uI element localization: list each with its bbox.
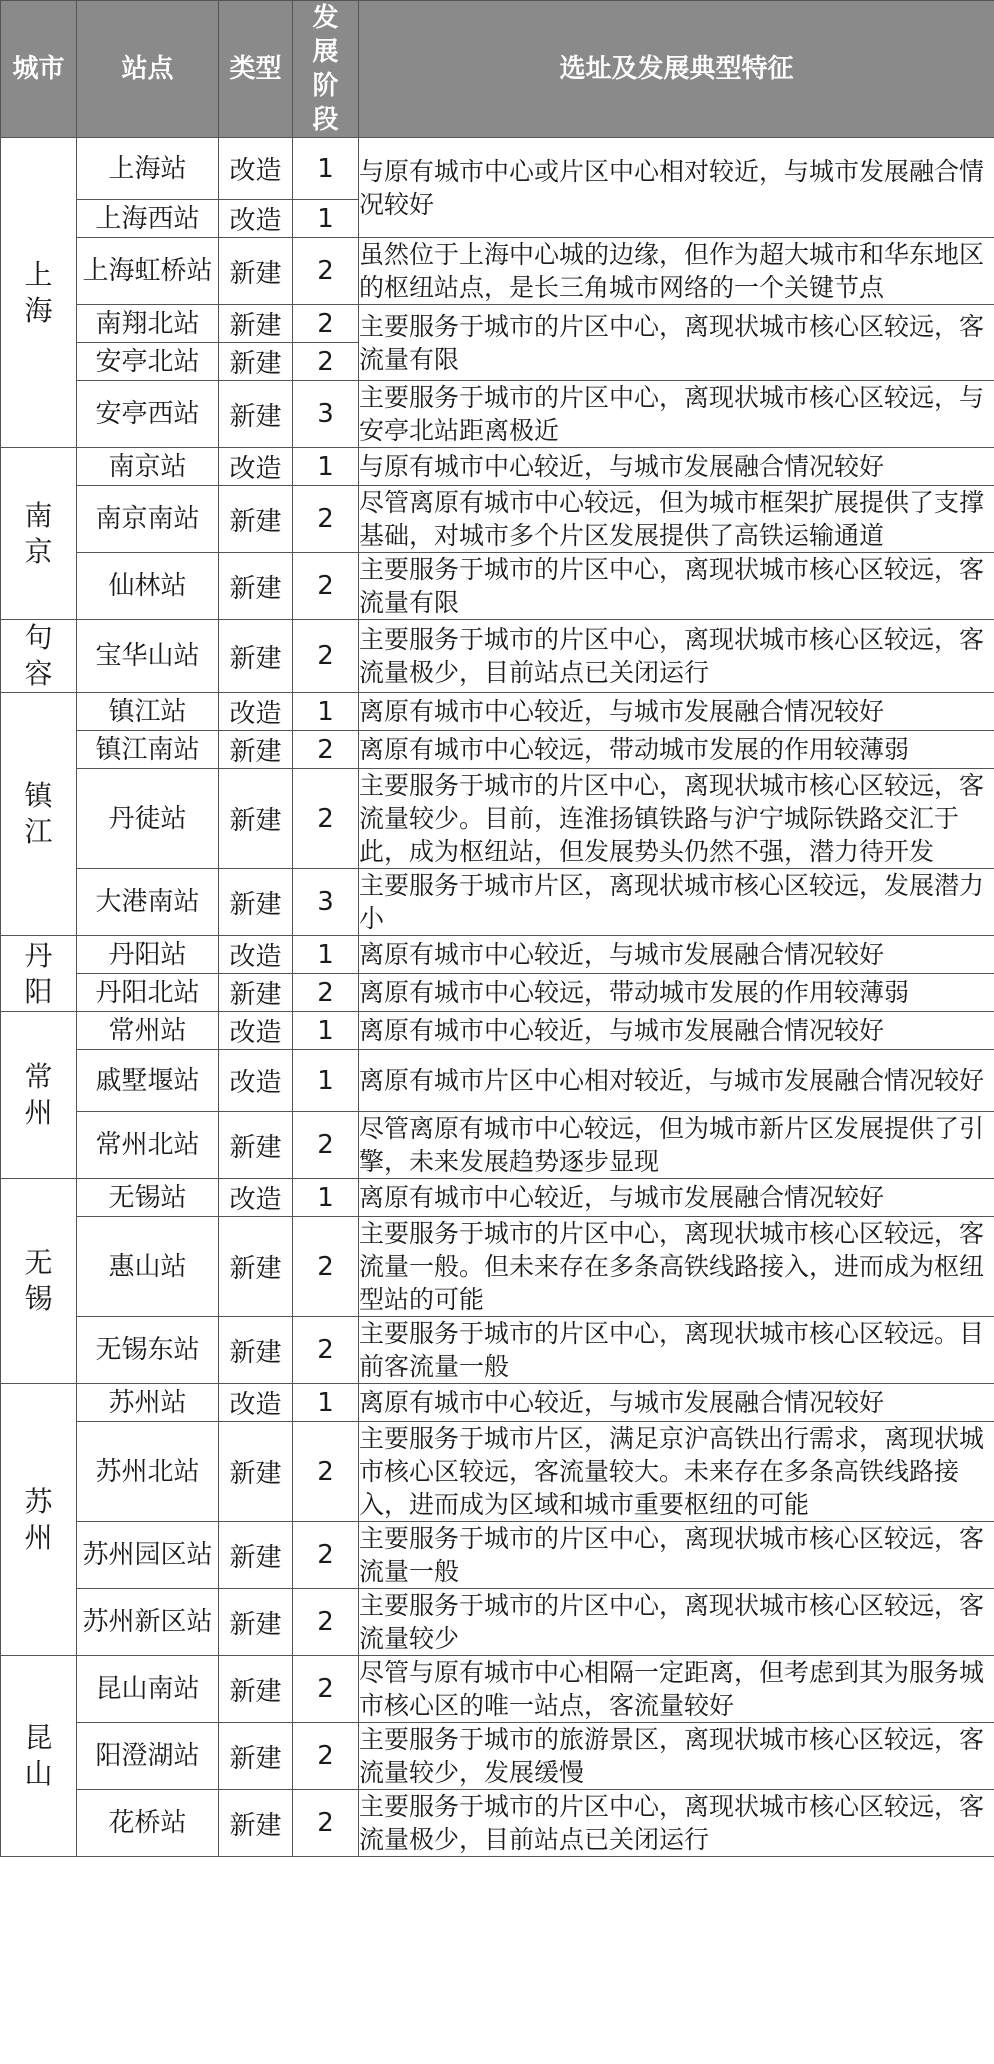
station-name: 丹徒站 bbox=[77, 769, 219, 869]
table-row bbox=[1, 381, 994, 448]
development-stage: 2 bbox=[293, 553, 359, 620]
feature-description: 离原有城市中心较近，与城市发展融合情况较好 bbox=[359, 1384, 994, 1422]
station-name: 上海站 bbox=[77, 138, 219, 200]
station-type: 新建 bbox=[219, 1317, 293, 1384]
header-row bbox=[1, 1, 994, 138]
feature-description: 主要服务于城市的片区中心，离现状城市核心区较远。目前客流量一般 bbox=[359, 1317, 994, 1384]
city-cell bbox=[1, 1384, 77, 1656]
development-stage: 2 bbox=[293, 1589, 359, 1656]
development-stage: 2 bbox=[293, 1723, 359, 1790]
development-stage: 1 bbox=[293, 448, 359, 486]
station-name: 镇江站 bbox=[77, 693, 219, 731]
city-name: 镇江 bbox=[24, 779, 53, 848]
feature-description: 尽管与原有城市中心相隔一定距离，但考虑到其为服务城市核心区的唯一站点，客流量较好 bbox=[359, 1656, 994, 1723]
station-name: 花桥站 bbox=[77, 1790, 219, 1857]
station-type: 新建 bbox=[219, 305, 293, 343]
table-row bbox=[1, 620, 994, 693]
station-name: 上海西站 bbox=[77, 200, 219, 238]
development-stage: 2 bbox=[293, 305, 359, 343]
station-type: 新建 bbox=[219, 769, 293, 869]
table-row bbox=[1, 693, 994, 731]
header-feature: 选址及发展典型特征 bbox=[359, 1, 994, 138]
feature-description: 主要服务于城市片区，满足京沪高铁出行需求，离现状城市核心区较远，客流量较大。未来存在多条高铁线路接入，进而成为区域和城市重要枢纽的可能 bbox=[359, 1422, 994, 1522]
station-type: 新建 bbox=[219, 553, 293, 620]
station-type: 改造 bbox=[219, 1050, 293, 1112]
development-stage: 1 bbox=[293, 936, 359, 974]
station-type: 新建 bbox=[219, 731, 293, 769]
development-stage: 2 bbox=[293, 1217, 359, 1317]
city-name: 句容 bbox=[24, 621, 53, 690]
table-row bbox=[1, 1112, 994, 1179]
table-row bbox=[1, 1589, 994, 1656]
city-cell bbox=[1, 620, 77, 693]
station-name: 上海虹桥站 bbox=[77, 238, 219, 305]
station-name: 无锡东站 bbox=[77, 1317, 219, 1384]
development-stage: 1 bbox=[293, 138, 359, 200]
development-stage: 2 bbox=[293, 769, 359, 869]
development-stage: 1 bbox=[293, 1384, 359, 1422]
city-name: 上海 bbox=[24, 257, 53, 327]
feature-description: 主要服务于城市的片区中心，离现状城市核心区较远，客流量有限 bbox=[359, 553, 994, 620]
header-city: 城市 bbox=[1, 1, 77, 138]
table-row bbox=[1, 1384, 994, 1422]
station-type: 新建 bbox=[219, 974, 293, 1012]
station-type: 新建 bbox=[219, 1422, 293, 1522]
development-stage: 2 bbox=[293, 620, 359, 693]
station-name: 苏州园区站 bbox=[77, 1522, 219, 1589]
table-row bbox=[1, 1790, 994, 1857]
table-body bbox=[1, 138, 994, 1857]
city-name: 南京 bbox=[24, 498, 53, 568]
station-type: 新建 bbox=[219, 1589, 293, 1656]
feature-description: 主要服务于城市的片区中心，离现状城市核心区较远，客流量一般。但未来存在多条高铁线路接入，进而成为枢纽型站的可能 bbox=[359, 1217, 994, 1317]
table-header bbox=[1, 1, 994, 138]
station-name: 仙林站 bbox=[77, 553, 219, 620]
feature-description: 离原有城市中心较近，与城市发展融合情况较好 bbox=[359, 936, 994, 974]
development-stage: 2 bbox=[293, 1422, 359, 1522]
city-name: 丹阳 bbox=[24, 938, 53, 1008]
city-cell bbox=[1, 138, 77, 448]
table-row bbox=[1, 1217, 994, 1317]
development-stage: 1 bbox=[293, 1050, 359, 1112]
station-name: 宝华山站 bbox=[77, 620, 219, 693]
city-cell bbox=[1, 936, 77, 1012]
city-name: 常州 bbox=[24, 1060, 53, 1129]
station-type: 新建 bbox=[219, 1656, 293, 1723]
station-name: 南京南站 bbox=[77, 486, 219, 553]
feature-description: 离原有城市中心较近，与城市发展融合情况较好 bbox=[359, 1179, 994, 1217]
feature-description: 与原有城市中心或片区中心相对较近，与城市发展融合情况较好 bbox=[359, 138, 994, 238]
development-stage: 1 bbox=[293, 693, 359, 731]
station-type: 新建 bbox=[219, 486, 293, 553]
development-stage: 1 bbox=[293, 200, 359, 238]
station-name: 常州北站 bbox=[77, 1112, 219, 1179]
station-type: 新建 bbox=[219, 381, 293, 448]
table-row bbox=[1, 138, 994, 200]
feature-description: 与原有城市中心较近，与城市发展融合情况较好 bbox=[359, 448, 994, 486]
header-type: 类型 bbox=[219, 1, 293, 138]
station-type: 新建 bbox=[219, 1522, 293, 1589]
table-row bbox=[1, 553, 994, 620]
feature-description: 主要服务于城市的片区中心，离现状城市核心区较远，客流量较少。目前，连淮扬镇铁路与沪宁城际铁路交汇于此，成为枢纽站，但发展势头仍然不强，潜力待开发 bbox=[359, 769, 994, 869]
station-name: 丹阳站 bbox=[77, 936, 219, 974]
development-stage: 3 bbox=[293, 381, 359, 448]
station-name: 无锡站 bbox=[77, 1179, 219, 1217]
station-name: 阳澄湖站 bbox=[77, 1723, 219, 1790]
table-row bbox=[1, 869, 994, 936]
station-name: 安亭西站 bbox=[77, 381, 219, 448]
header-stage-label: 发展阶段 bbox=[312, 3, 339, 135]
feature-description: 主要服务于城市的片区中心，离现状城市核心区较远，客流量较少 bbox=[359, 1589, 994, 1656]
table-row bbox=[1, 238, 994, 305]
table-row bbox=[1, 1656, 994, 1723]
feature-description: 离原有城市片区中心相对较近，与城市发展融合情况较好 bbox=[359, 1050, 994, 1112]
feature-description: 主要服务于城市的旅游景区，离现状城市核心区较远，客流量较少，发展缓慢 bbox=[359, 1723, 994, 1790]
station-type: 新建 bbox=[219, 343, 293, 381]
development-stage: 1 bbox=[293, 1012, 359, 1050]
station-name: 镇江南站 bbox=[77, 731, 219, 769]
table-row bbox=[1, 974, 994, 1012]
station-name: 惠山站 bbox=[77, 1217, 219, 1317]
table-row bbox=[1, 731, 994, 769]
development-stage: 2 bbox=[293, 1656, 359, 1723]
development-stage: 2 bbox=[293, 1790, 359, 1857]
table-row bbox=[1, 1522, 994, 1589]
table-row bbox=[1, 1317, 994, 1384]
station-name: 常州站 bbox=[77, 1012, 219, 1050]
city-cell bbox=[1, 1656, 77, 1857]
station-type: 改造 bbox=[219, 138, 293, 200]
table-row bbox=[1, 1050, 994, 1112]
station-name: 苏州站 bbox=[77, 1384, 219, 1422]
table-row bbox=[1, 1179, 994, 1217]
feature-description: 离原有城市中心较远，带动城市发展的作用较薄弱 bbox=[359, 974, 994, 1012]
station-type: 新建 bbox=[219, 1112, 293, 1179]
station-type: 改造 bbox=[219, 1179, 293, 1217]
station-type: 改造 bbox=[219, 1384, 293, 1422]
table-row bbox=[1, 305, 994, 343]
development-stage: 2 bbox=[293, 1317, 359, 1384]
table-row bbox=[1, 1422, 994, 1522]
station-type: 新建 bbox=[219, 1217, 293, 1317]
city-name: 苏州 bbox=[24, 1484, 53, 1554]
station-name: 戚墅堰站 bbox=[77, 1050, 219, 1112]
feature-description: 离原有城市中心较近，与城市发展融合情况较好 bbox=[359, 693, 994, 731]
city-cell bbox=[1, 1012, 77, 1179]
feature-description: 虽然位于上海中心城的边缘，但作为超大城市和华东地区的枢纽站点，是长三角城市网络的一个关键节点 bbox=[359, 238, 994, 305]
city-cell bbox=[1, 693, 77, 936]
city-name: 无锡 bbox=[24, 1246, 53, 1315]
table-row bbox=[1, 1012, 994, 1050]
development-stage: 2 bbox=[293, 343, 359, 381]
feature-description: 主要服务于城市的片区中心，离现状城市核心区较远，客流量极少，目前站点已关闭运行 bbox=[359, 620, 994, 693]
station-name: 苏州北站 bbox=[77, 1422, 219, 1522]
station-type: 改造 bbox=[219, 936, 293, 974]
station-type: 改造 bbox=[219, 200, 293, 238]
feature-description: 尽管离原有城市中心较远，但为城市新片区发展提供了引擎，未来发展趋势逐步显现 bbox=[359, 1112, 994, 1179]
station-name: 南京站 bbox=[77, 448, 219, 486]
station-type: 新建 bbox=[219, 1723, 293, 1790]
development-stage: 2 bbox=[293, 486, 359, 553]
station-type: 改造 bbox=[219, 1012, 293, 1050]
feature-description: 主要服务于城市的片区中心，离现状城市核心区较远，客流量极少，目前站点已关闭运行 bbox=[359, 1790, 994, 1857]
feature-description: 主要服务于城市的片区中心，离现状城市核心区较远，与安亭北站距离极近 bbox=[359, 381, 994, 448]
table-row bbox=[1, 769, 994, 869]
station-name: 南翔北站 bbox=[77, 305, 219, 343]
feature-description: 主要服务于城市片区，离现状城市核心区较远，发展潜力小 bbox=[359, 869, 994, 936]
station-name: 大港南站 bbox=[77, 869, 219, 936]
feature-description: 离原有城市中心较远，带动城市发展的作用较薄弱 bbox=[359, 731, 994, 769]
development-stage: 2 bbox=[293, 238, 359, 305]
header-stage bbox=[293, 1, 359, 138]
city-cell bbox=[1, 1179, 77, 1384]
feature-description: 尽管离原有城市中心较远，但为城市框架扩展提供了支撑基础，对城市多个片区发展提供了高铁运输通道 bbox=[359, 486, 994, 553]
feature-description: 主要服务于城市的片区中心，离现状城市核心区较远，客流量一般 bbox=[359, 1522, 994, 1589]
table-row bbox=[1, 486, 994, 553]
header-station: 站点 bbox=[77, 1, 219, 138]
station-type: 改造 bbox=[219, 448, 293, 486]
station-type: 新建 bbox=[219, 1790, 293, 1857]
station-name: 苏州新区站 bbox=[77, 1589, 219, 1656]
table-row bbox=[1, 1723, 994, 1790]
station-name: 昆山南站 bbox=[77, 1656, 219, 1723]
city-name: 昆山 bbox=[24, 1721, 53, 1790]
development-stage: 3 bbox=[293, 869, 359, 936]
station-name: 安亭北站 bbox=[77, 343, 219, 381]
station-type: 新建 bbox=[219, 620, 293, 693]
development-stage: 2 bbox=[293, 1522, 359, 1589]
station-name: 丹阳北站 bbox=[77, 974, 219, 1012]
feature-description: 主要服务于城市的片区中心，离现状城市核心区较远，客流量有限 bbox=[359, 305, 994, 381]
station-type: 新建 bbox=[219, 869, 293, 936]
development-stage: 2 bbox=[293, 974, 359, 1012]
development-stage: 2 bbox=[293, 1112, 359, 1179]
feature-description: 离原有城市中心较近，与城市发展融合情况较好 bbox=[359, 1012, 994, 1050]
table-row bbox=[1, 448, 994, 486]
development-stage: 1 bbox=[293, 1179, 359, 1217]
station-type: 改造 bbox=[219, 693, 293, 731]
station-type: 新建 bbox=[219, 238, 293, 305]
table-row bbox=[1, 936, 994, 974]
development-stage: 2 bbox=[293, 731, 359, 769]
city-cell bbox=[1, 448, 77, 620]
